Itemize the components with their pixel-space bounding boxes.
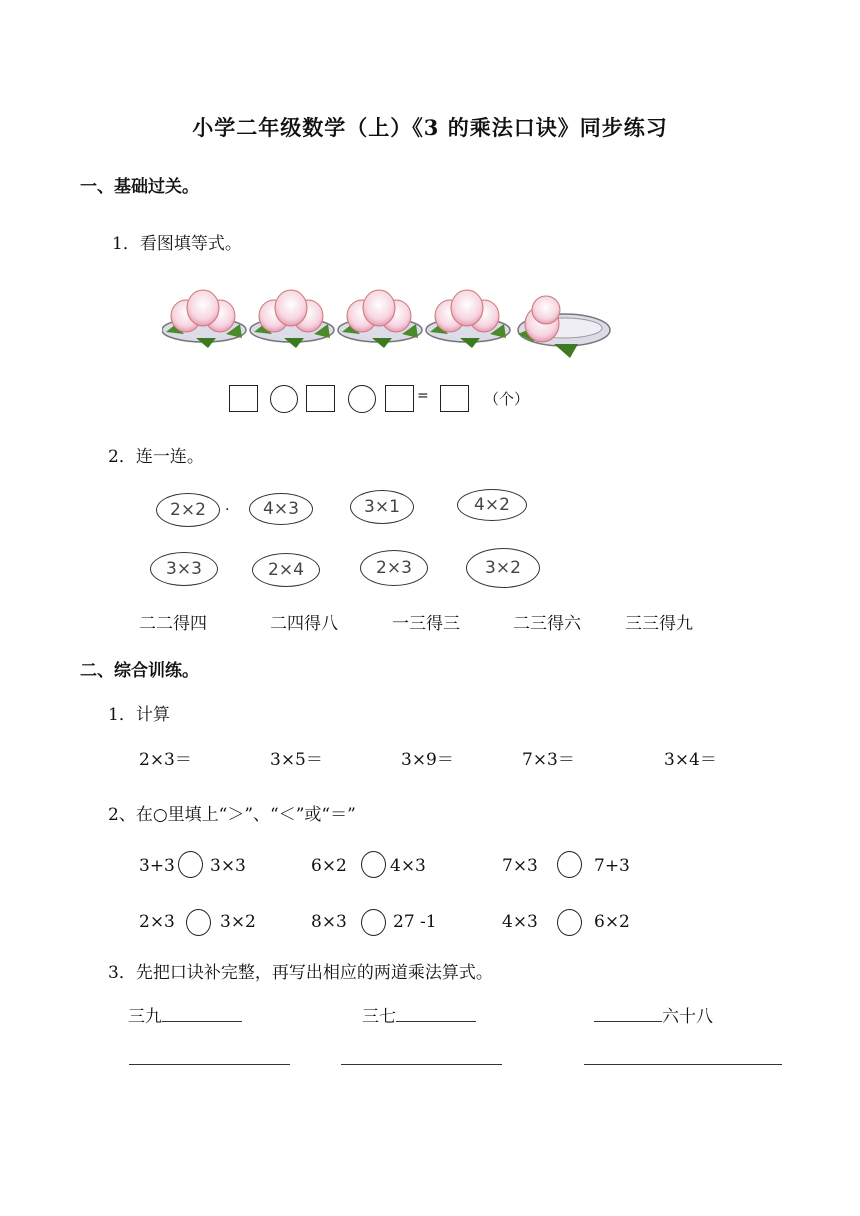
compare-circle[interactable] xyxy=(557,851,582,878)
calc-item[interactable]: 7×3＝ xyxy=(522,750,575,770)
page-title: 小学二年级数学（上）《3 的乘法口诀》同步练习 xyxy=(192,115,668,140)
compare-right: 6×2 xyxy=(594,912,630,932)
rhyme-blank[interactable] xyxy=(594,1005,662,1022)
rhyme-suffix: 六十八 xyxy=(662,1007,713,1027)
rhyme-option[interactable]: 二四得八 xyxy=(270,614,338,634)
rhyme-prefix: 三七 xyxy=(362,1007,396,1027)
compare-circle[interactable] xyxy=(557,909,582,936)
operator-circle-1[interactable] xyxy=(270,385,298,413)
compare-right: 27 -1 xyxy=(393,912,437,932)
compare-right: 4×3 xyxy=(390,856,426,876)
rhyme-question-label: 3．先把口诀补完整，再写出相应的两道乘法算式。 xyxy=(108,963,493,983)
dot-mark: . xyxy=(225,498,230,514)
calc-question-label: 1．计算 xyxy=(108,705,170,725)
question-2-label: 2．连一连。 xyxy=(108,447,204,467)
compare-right: 7+3 xyxy=(594,856,630,876)
unit-label: （个） xyxy=(484,390,530,408)
compare-question-label: 2、在○里填上“＞”、“＜”或“＝” xyxy=(108,805,356,825)
answer-box-3[interactable] xyxy=(385,385,414,412)
answer-line[interactable] xyxy=(341,1064,502,1065)
equals-sign: = xyxy=(417,388,429,404)
rhyme-fill-item xyxy=(594,1002,713,1027)
oval-option[interactable]: 3×2 xyxy=(466,548,540,588)
peach-plates-illustration xyxy=(162,286,612,370)
oval-option[interactable]: 3×1 xyxy=(350,490,414,524)
answer-line[interactable] xyxy=(129,1064,290,1065)
answer-box-1[interactable] xyxy=(229,385,258,412)
rhyme-fill-item xyxy=(362,1002,476,1027)
compare-circle[interactable] xyxy=(178,851,203,878)
oval-option[interactable]: 4×3 xyxy=(249,493,313,525)
calc-item[interactable]: 2×3＝ xyxy=(139,750,192,770)
rhyme-option[interactable]: 二三得六 xyxy=(513,614,581,634)
section-heading-basic: 一、基础过关。 xyxy=(80,177,199,197)
rhyme-blank[interactable] xyxy=(396,1005,476,1022)
compare-left: 3+3 xyxy=(139,856,175,876)
question-1-label: 1．看图填等式。 xyxy=(112,234,242,254)
section-heading-comprehensive: 二、综合训练。 xyxy=(80,661,199,681)
rhyme-prefix: 三九 xyxy=(128,1007,162,1027)
compare-circle[interactable] xyxy=(361,909,386,936)
compare-left: 2×3 xyxy=(139,912,175,932)
oval-option[interactable]: 3×3 xyxy=(150,552,218,586)
compare-right: 3×2 xyxy=(220,912,256,932)
oval-option[interactable]: 2×4 xyxy=(252,553,320,587)
oval-option[interactable]: 2×2 xyxy=(156,493,220,527)
compare-right: 3×3 xyxy=(210,856,246,876)
answer-box-result[interactable] xyxy=(440,385,469,412)
compare-left: 6×2 xyxy=(311,856,347,876)
operator-circle-2[interactable] xyxy=(348,385,376,413)
oval-option[interactable]: 4×2 xyxy=(457,489,527,521)
rhyme-fill-item xyxy=(128,1002,242,1027)
rhyme-blank[interactable] xyxy=(162,1005,242,1022)
compare-circle[interactable] xyxy=(361,851,386,878)
answer-box-2[interactable] xyxy=(306,385,335,412)
oval-option[interactable]: 2×3 xyxy=(360,550,428,586)
compare-circle[interactable] xyxy=(186,909,211,936)
calc-item[interactable]: 3×4＝ xyxy=(664,750,717,770)
compare-left: 8×3 xyxy=(311,912,347,932)
calc-item[interactable]: 3×9＝ xyxy=(401,750,454,770)
peach-plates-image xyxy=(162,286,612,366)
calc-item[interactable]: 3×5＝ xyxy=(270,750,323,770)
compare-left: 7×3 xyxy=(502,856,538,876)
answer-line[interactable] xyxy=(584,1064,782,1065)
compare-left: 4×3 xyxy=(502,912,538,932)
rhyme-option[interactable]: 三三得九 xyxy=(625,614,693,634)
rhyme-option[interactable]: 一三得三 xyxy=(392,614,460,634)
rhyme-option[interactable]: 二二得四 xyxy=(139,614,207,634)
